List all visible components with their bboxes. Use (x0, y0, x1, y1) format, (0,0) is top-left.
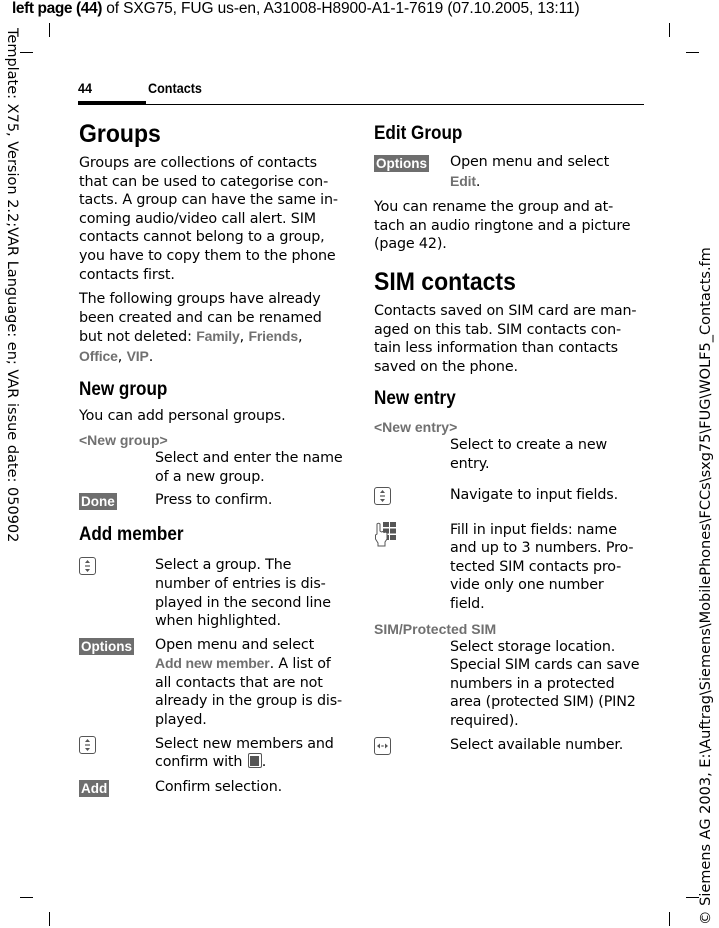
section-title-edit-group: Edit Group (374, 123, 463, 144)
new-entry-desc: Select to create a new entry. (450, 437, 608, 472)
step-row (374, 521, 640, 614)
crop-mark (20, 52, 33, 53)
storage-row (374, 638, 640, 731)
groups-description: Groups are collections of contacts that can be used to categorise con-tacts. A group can have the same in-coming audio/video call alert. SIM contacts cannot belong to a group, you have to copy them to the phone contacts first. (79, 155, 338, 283)
crop-mark (20, 897, 33, 898)
header-rule (78, 104, 644, 105)
step-desc (155, 735, 345, 772)
crop-mark (669, 912, 670, 926)
crop-mark (669, 23, 670, 37)
storage-desc: Select storage location. Special SIM cards can save numbers in a protected area (protected SIM) (PIN2 required). (450, 638, 640, 729)
right-column (374, 121, 640, 759)
step-row (374, 486, 640, 509)
new-entry-label: <New entry> (374, 419, 458, 436)
crop-mark (49, 23, 50, 37)
copyright-info-text: © Siemens AG 2003, E:\Auftrag\Siemens\MobilePhones\FCCs\sxg75\FUG\WOLF5_Contacts.fm (698, 247, 714, 925)
step-desc: Select a group. The number of entries is dis-played in the second line when highlighted. (155, 557, 331, 630)
menu-item-add-new-member: Add new member (155, 655, 270, 672)
step-desc (155, 636, 345, 730)
section-title-new-group: New group (79, 378, 168, 400)
step-desc-text: Open menu and select (450, 154, 610, 170)
groups-default-intro: The following groups have already been created and can be renamed but not deleted: (79, 291, 322, 346)
step-desc (450, 153, 640, 191)
keypad-input-icon (374, 521, 402, 547)
step-desc: Press to confirm. (155, 492, 273, 509)
group-vip: VIP (126, 347, 149, 364)
print-header-page: left page (44) (12, 0, 103, 17)
done-softkey: Done (81, 494, 115, 510)
step-row (79, 491, 345, 510)
section-title-add-member: Add member (79, 524, 184, 546)
step-desc-text: . (261, 754, 267, 771)
step-row (79, 636, 345, 730)
crop-mark (686, 52, 699, 53)
step-desc: Confirm selection. (155, 778, 282, 795)
options-softkey: Options (376, 156, 427, 171)
template-info-text: Template: X75, Version 2.2;VAR Language: en; VAR issue date: 050902 (4, 28, 20, 543)
step-desc-text: Open menu and select (155, 636, 315, 653)
new-group-entry-label: <New group> (79, 432, 168, 449)
crop-mark (49, 912, 50, 926)
groups-default-list: The following groups have already been created and can be renamed but not deleted: Family, Friends, Office, VIP. (79, 291, 322, 365)
menu-item-edit: Edit (450, 172, 476, 189)
new-group-entry-row (79, 449, 345, 486)
options-softkey: Options (81, 638, 132, 654)
new-group-entry-desc: Select and enter the name of a new group. (155, 450, 343, 485)
storage-location-label: SIM/Protected SIM (374, 620, 497, 637)
nav-up-down-icon (79, 557, 96, 575)
chapter-title: Contacts (148, 80, 202, 96)
step-row (79, 778, 345, 797)
step-desc: Navigate to input fields. (450, 486, 618, 503)
group-friends: Friends (248, 328, 298, 345)
new-group-intro: You can add personal groups. (79, 407, 286, 424)
print-header-info: of SXG75, FUG us-en, A31008-H8900-A1-1-7619 (07.10.2005, 13:11) (102, 0, 580, 17)
section-title-groups: Groups (79, 120, 161, 148)
step-row (374, 736, 640, 759)
step-row (79, 556, 345, 630)
group-family: Family (196, 328, 240, 345)
nav-left-right-icon (374, 737, 391, 755)
print-header (12, 0, 580, 18)
section-title-new-entry: New entry (374, 388, 456, 410)
template-info (2, 28, 20, 588)
edit-group-description: You can rename the group and at-tach an audio ringtone and a picture (page 42). (374, 199, 631, 253)
step-desc: Select available number. (450, 737, 624, 754)
step-row (79, 735, 345, 772)
step-row (374, 153, 640, 191)
section-title-sim-contacts: SIM contacts (374, 267, 516, 296)
group-office: Office (79, 347, 118, 364)
center-key-icon (248, 753, 262, 768)
add-softkey: Add (81, 780, 108, 796)
step-desc-text: . (475, 173, 481, 190)
new-entry-row (374, 436, 640, 473)
nav-up-down-icon (374, 487, 391, 505)
sim-contacts-description: Contacts saved on SIM card are man-aged on this tab. SIM contacts con-tain less information than contacts saved on the phone. (374, 302, 637, 375)
page-number: 44 (78, 80, 93, 96)
header-rule-accent (78, 101, 146, 105)
nav-up-down-icon (79, 736, 96, 754)
step-desc-text: . A list of all contacts that are not already in the group is dis-played. (155, 656, 343, 729)
step-desc-text: Select new members and confirm with (155, 735, 334, 771)
page-header (78, 80, 644, 106)
left-column (79, 118, 345, 797)
step-desc: Fill in input fields: name and up to 3 numbers. Pro-tected SIM contacts pro-vide only one number field. (450, 521, 634, 612)
